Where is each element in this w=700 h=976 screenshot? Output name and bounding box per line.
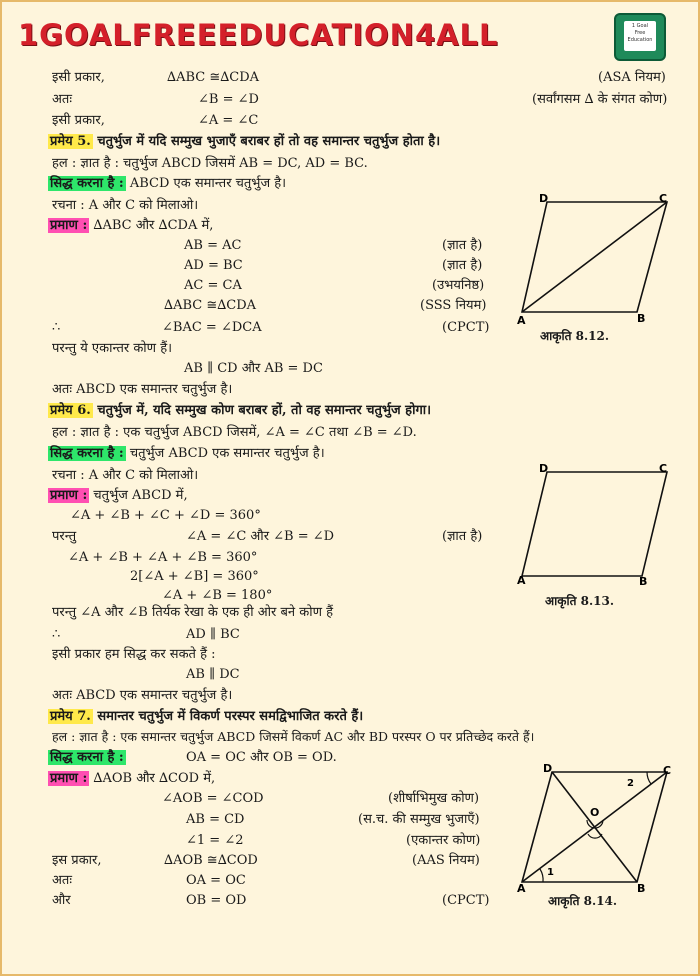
t5-heading — [48, 134, 440, 150]
t5-therefore: ∴ — [52, 320, 61, 335]
t6-e9: AB ∥ DC — [186, 667, 240, 682]
t5-row-reason: (ज्ञात है) — [442, 258, 483, 273]
t6-title: चतुर्भुज में, यदि सम्मुख कोण बराबर हों, तो वह समान्तर चतुर्भुज होगा। — [97, 403, 432, 418]
vertex-a: A — [517, 574, 526, 585]
t6-rach: रचना : A और C को मिलाओ। — [52, 468, 199, 483]
figure-8-12 — [507, 190, 697, 335]
figure-8-13-caption: आकृति 8.13. — [545, 594, 615, 608]
t5-row-reason: (ज्ञात है) — [442, 238, 483, 253]
top-l2-label: अतः — [52, 92, 72, 107]
t7-sid: OA = OC और OB = OD. — [186, 750, 337, 765]
t6-pr-line — [48, 488, 188, 504]
t6-hal: हल : ज्ञात है : एक चतुर्भुज ABCD जिसमें, ∠A = ∠C तथा ∠B = ∠D. — [52, 425, 417, 440]
t6-pr-tag: प्रमाण : — [50, 488, 88, 503]
t5-post1: परन्तु ये एकान्तर कोण हैं। — [52, 341, 173, 356]
angle-1-arc — [540, 869, 543, 882]
t7-row-reason: (स.च. की सम्मुख भुजाएँ) — [358, 812, 480, 827]
t5-row-eq: ∠BAC = ∠DCA — [162, 320, 262, 335]
t6-tag: प्रमेय 6. — [50, 403, 91, 418]
t7-title: समान्तर चतुर्भुज में विकर्ण परस्पर समद्विभाजित करते हैं। — [97, 709, 364, 724]
t5-row-eq: AC = CA — [184, 278, 242, 293]
t6-e10: अतः ABCD एक समान्तर चतुर्भुज है। — [52, 688, 233, 703]
t5-sid: ABCD एक समान्तर चतुर्भुज है। — [129, 176, 287, 191]
brand-logo — [614, 13, 666, 61]
t5-post3: अतः ABCD एक समान्तर चतुर्भुज है। — [52, 382, 233, 397]
t5-hal: हल : ज्ञात है : चतुर्भुज ABCD जिसमें AB = DC, AD = BC. — [52, 156, 368, 171]
t7-sid-tag: सिद्ध करना है : — [50, 750, 124, 765]
t6-e3: ∠A + ∠B + ∠A + ∠B = 360° — [68, 550, 258, 565]
t6-e4: 2[∠A + ∠B] = 360° — [130, 569, 259, 584]
t6-e8: इसी प्रकार हम सिद्ध कर सकते हैं : — [52, 647, 216, 662]
t5-row-reason: (CPCT) — [442, 320, 490, 335]
t7-heading — [48, 709, 363, 725]
vertex-b: B — [637, 312, 646, 325]
t7-hal: हल : ज्ञात है : एक समान्तर चतुर्भुज ABCD जिसमें विकर्ण AC और BD परस्पर O पर प्रतिच्छेद करते हैं। — [52, 729, 535, 744]
t6-e7: AD ∥ BC — [186, 627, 240, 642]
t5-row-eq: AD = BC — [184, 258, 243, 273]
t7-l6a: और — [52, 893, 71, 908]
t7-row-eq: ∠1 = ∠2 — [186, 833, 244, 848]
t6-e5: ∠A + ∠B = 180° — [162, 588, 273, 603]
t5-row-reason: (उभयनिष्ठ) — [432, 278, 485, 293]
t7-pr-tag: प्रमाण : — [50, 771, 88, 786]
angle-2-arc — [647, 772, 651, 784]
t5-pr: ∆ABC और ∆CDA में, — [93, 218, 214, 233]
t5-sid-line — [48, 176, 286, 192]
t7-l5b: OA = OC — [186, 873, 246, 888]
t7-l4b: ∆AOB ≅∆COD — [164, 853, 258, 868]
angle-1-label: 1 — [547, 867, 554, 878]
t6-heading — [48, 403, 431, 419]
top-l3-eq: ∠A = ∠C — [198, 113, 259, 128]
t7-row-reason: (एकान्तर कोण) — [406, 833, 481, 848]
t6-therefore: ∴ — [52, 627, 61, 642]
vertex-c: C — [659, 192, 668, 205]
brand-title: 1GOALFREEEDUCATION4ALL — [18, 18, 499, 52]
t7-l4a: इस प्रकार, — [52, 853, 102, 868]
vertex-c: C — [663, 764, 672, 777]
t6-sid-line — [48, 446, 325, 462]
vertex-a: A — [517, 882, 526, 892]
top-l3-label: इसी प्रकार, — [52, 113, 105, 128]
t6-sid-tag: सिद्ध करना है : — [50, 446, 124, 461]
vertex-b: B — [639, 575, 648, 585]
top-l1-reason: (ASA नियम) — [598, 70, 666, 85]
vertex-d: D — [543, 762, 553, 775]
figure-8-12-caption: आकृति 8.12. — [540, 329, 610, 343]
vertex-c: C — [659, 462, 668, 475]
angle-2-label: 2 — [627, 778, 634, 789]
t5-pr-line — [48, 218, 213, 234]
t6-sid: चतुर्भुज ABCD एक समान्तर चतुर्भुज है। — [129, 446, 325, 461]
t5-title: चतुर्भुज में यदि सम्मुख भुजाएँ बराबर हों तो वह समान्तर चतुर्भुज होता है। — [97, 134, 441, 149]
t5-post2: AB ∥ CD और AB = DC — [184, 361, 323, 376]
t7-l4c: (AAS नियम) — [412, 853, 480, 868]
vertex-d: D — [539, 462, 549, 475]
point-o: O — [590, 806, 600, 819]
t5-row-eq: ∆ABC ≅∆CDA — [164, 298, 257, 313]
t6-e2a: परन्तु — [52, 529, 77, 544]
t7-pr: ∆AOB और ∆COD में, — [93, 771, 216, 786]
t7-tag: प्रमेय 7. — [50, 709, 91, 724]
t7-sid-line — [48, 750, 126, 766]
t7-row-eq: ∠AOB = ∠COD — [162, 791, 264, 806]
t7-row-eq: AB = CD — [186, 812, 245, 827]
vertex-a: A — [517, 314, 526, 327]
t5-row-eq: AB = AC — [184, 238, 242, 253]
top-l2-eq: ∠B = ∠D — [198, 92, 259, 107]
logo-text: 1 Goal Free Education — [624, 21, 656, 51]
t5-pr-tag: प्रमाण : — [50, 218, 88, 233]
vertex-d: D — [539, 192, 549, 205]
top-l2-reason: (सर्वांगसम ∆ के संगत कोण) — [532, 92, 668, 107]
t6-e2c: (ज्ञात है) — [442, 529, 483, 544]
t6-e2b: ∠A = ∠C और ∠B = ∠D — [186, 529, 335, 544]
t6-e6: परन्तु ∠A और ∠B तिर्यक रेखा के एक ही ओर बने कोण हैं — [52, 605, 333, 620]
t6-e1: ∠A + ∠B + ∠C + ∠D = 360° — [70, 508, 261, 523]
vertex-b: B — [637, 882, 646, 892]
t7-l5a: अतः — [52, 873, 72, 888]
t7-l6c: (CPCT) — [442, 893, 490, 908]
figure-8-14-caption: आकृति 8.14. — [548, 894, 618, 908]
t6-pr: चतुर्भुज ABCD में, — [93, 488, 188, 503]
figure-8-14 — [507, 762, 697, 892]
t5-row-reason: (SSS नियम) — [420, 298, 487, 313]
t5-tag: प्रमेय 5. — [50, 134, 91, 149]
t7-pr-line — [48, 771, 215, 787]
t5-sid-tag: सिद्ध करना है : — [50, 176, 124, 191]
top-l1-eq: ∆ABC ≅∆CDA — [167, 70, 260, 85]
parallelogram-shape — [522, 472, 667, 576]
t7-row-reason: (शीर्षाभिमुख कोण) — [388, 791, 480, 806]
diagonal-bd — [552, 772, 637, 882]
figure-8-13 — [507, 460, 697, 585]
t5-rach: रचना : A और C को मिलाओ। — [52, 198, 199, 213]
top-l1-label: इसी प्रकार, — [52, 70, 105, 85]
t7-l6b: OB = OD — [186, 893, 247, 908]
